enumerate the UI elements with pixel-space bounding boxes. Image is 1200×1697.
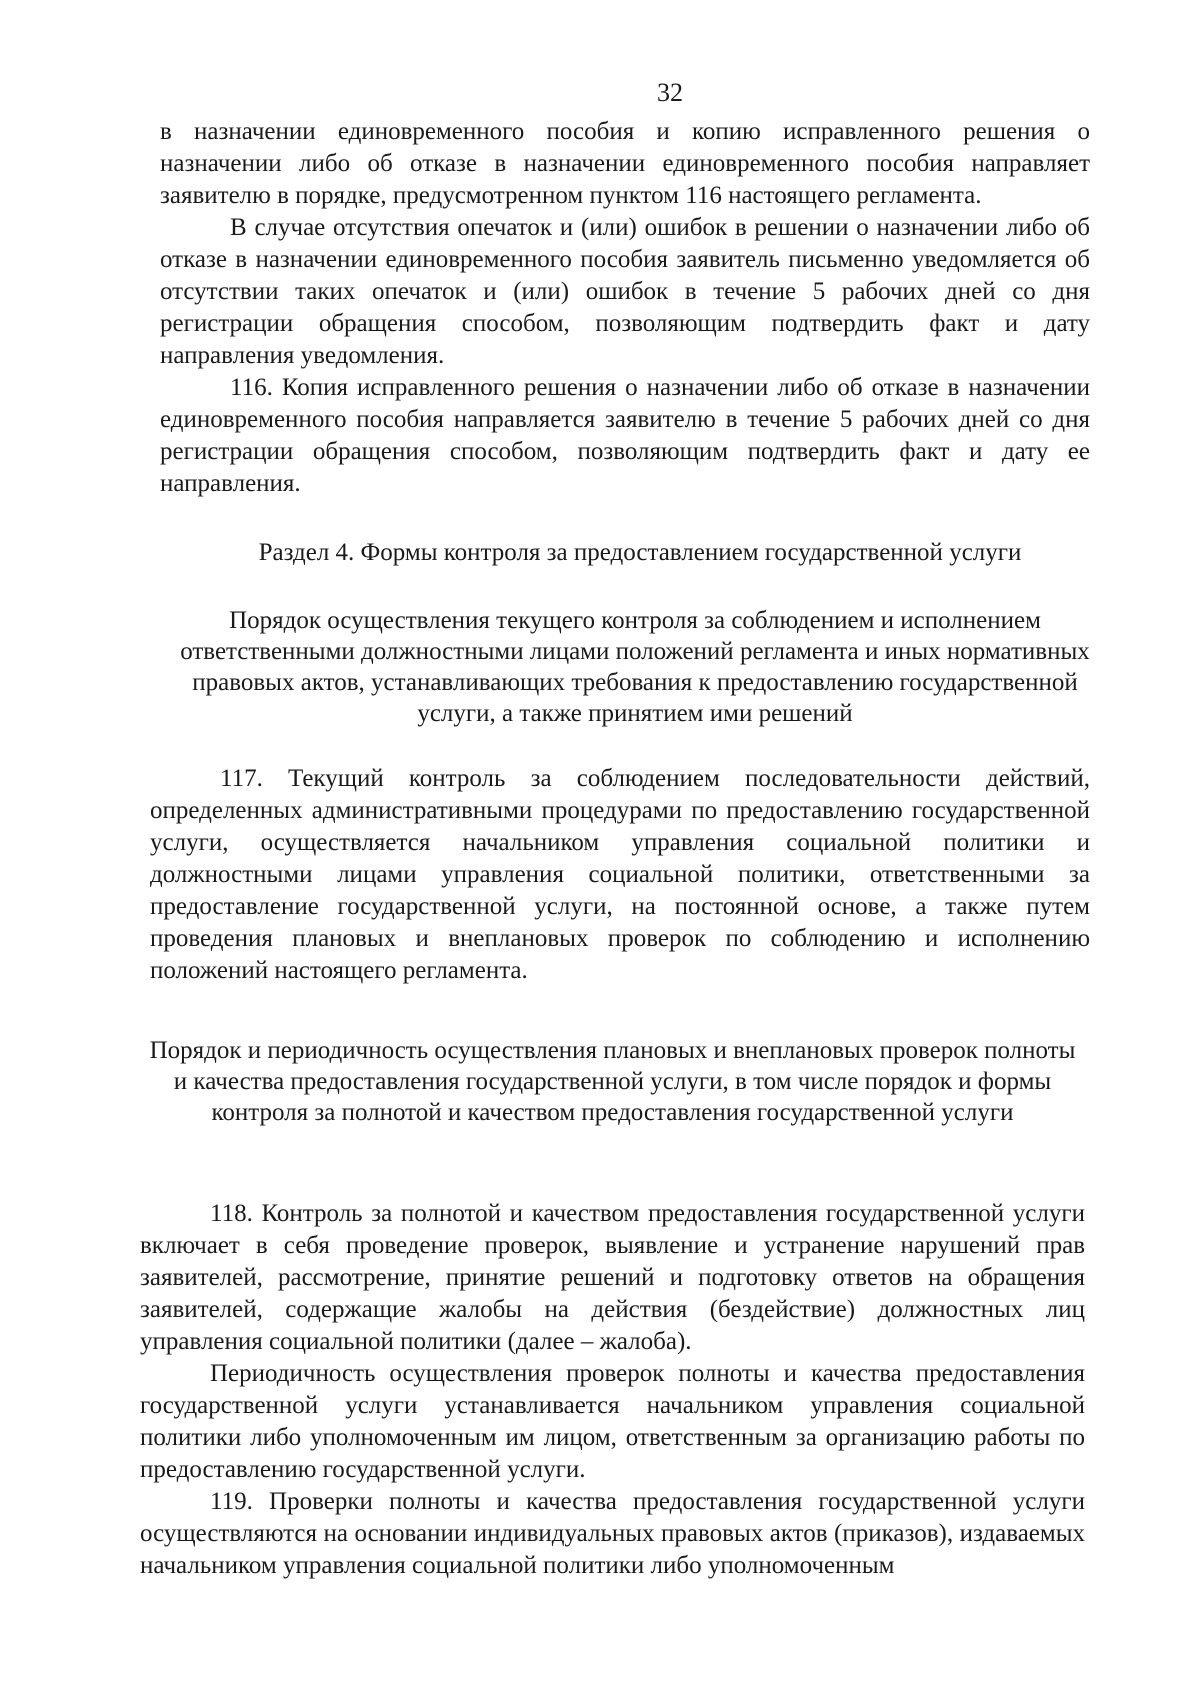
paragraph-119 <box>140 1486 1085 1582</box>
paragraph-text: 117. Текущий контроль за соблюдением последовательности действий, определенных административными процедурами по предоставлению государственной услуги, осуществляется начальником управления социальной политики и должностными лицами управления социальной политики, ответственными за предоставление государственной услуги, на постоянной основе, а также путем проведения плановых и внеплановых проверок по соблюдению и исполнению положений настоящего регламента. <box>150 765 1090 984</box>
subsection-current-control-title: Порядок осуществления текущего контроля за соблюдением и исполнением ответственными должностными лицами положений регламента и иных нормативных правовых актов, устанавливающих требования к предоставлению государственной услуги, а также принятием ими решений <box>180 607 1090 727</box>
paragraph-text: Периодичность осуществления проверок полноты и качества предоставления государственной услуги устанавливается начальником управления социальной политики либо уполномоченным им лицом, ответственным за организацию работы по предоставлению государственной услуги. <box>140 1360 1085 1483</box>
paragraph-periodicity <box>140 1358 1085 1486</box>
paragraph-text: 118. Контроль за полнотой и качеством предоставления государственной услуги включает в себя проведение проверок, выявление и устранение нарушений прав заявителей, рассмотрение, принятие решений и подготовку ответов на обращения заявителей, содержащие жалобы на действия (бездействие) должностных лиц управления социальной политики (далее – жалоба). <box>140 1200 1085 1355</box>
paragraph-text: 119. Проверки полноты и качества предоставления государственной услуги осуществляются на основании индивидуальных правовых актов (приказов), издаваемых начальником управления социальной политики либо уполномоченным <box>140 1488 1085 1579</box>
paragraph-text: 116. Копия исправленного решения о назначении либо об отказе в назначении единовременного пособия направляется заявителю в течение 5 рабочих дней со дня регистрации обращения способом, позволяющим подтвердить факт и дату ее направления. <box>160 374 1090 497</box>
paragraph-117 <box>150 763 1090 987</box>
paragraph-118 <box>140 1198 1085 1358</box>
subsection-inspections-title: Порядок и периодичность осуществления плановых и внеплановых проверок полноты и качества предоставления государственной услуги, в том числе порядок и формы контроля за полнотой и качеством предоставления государственной услуги <box>149 1037 1076 1126</box>
paragraph-continuation <box>160 116 1090 212</box>
section-4-title: Раздел 4. Формы контроля за предоставлением государственной услуги <box>258 539 1022 566</box>
paragraph-no-errors <box>160 212 1090 372</box>
paragraph-116 <box>160 372 1090 500</box>
page-number: 32 <box>657 78 683 107</box>
paragraph-text: в назначении единовременного пособия и копию исправленного решения о назначении либо об отказе в назначении единовременного пособия направляет заявителю в порядке, предусмотренном пунктом 116 настоящего регламента. <box>160 118 1090 209</box>
paragraph-text: В случае отсутствия опечаток и (или) ошибок в решении о назначении либо об отказе в назначении единовременного пособия заявитель письменно уведомляется об отсутствии таких опечаток и (или) ошибок в течение 5 рабочих дней со дня регистрации обращения способом, позволяющим подтвердить факт и дату направления уведомления. <box>160 214 1090 369</box>
